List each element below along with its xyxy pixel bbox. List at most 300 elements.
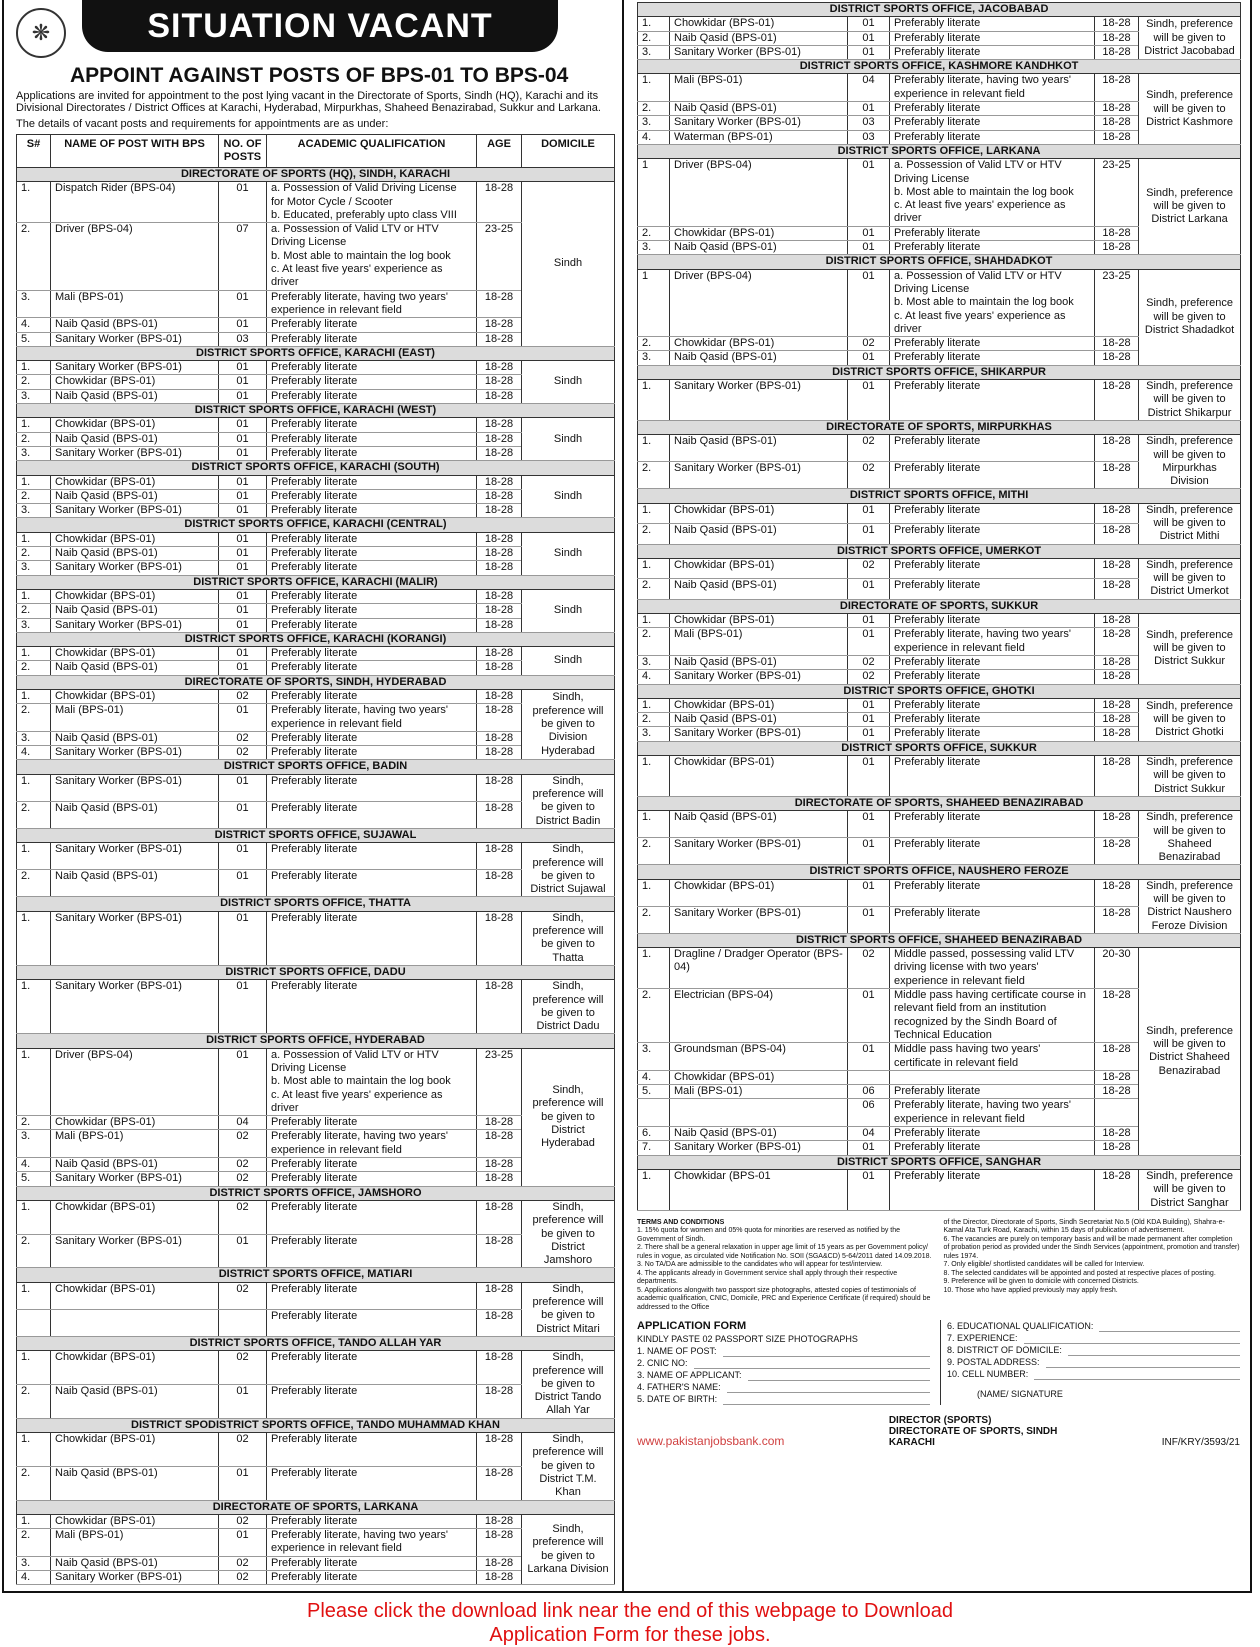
age-limit: 18-28 — [477, 389, 522, 403]
term-item: 10. Those who have applied previously may apply fresh. — [943, 1286, 1118, 1294]
age-limit: 18-28 — [1095, 1070, 1139, 1084]
serial-number: 5. — [638, 1085, 670, 1099]
qualification: a. Possession of Valid LTV or HTV Driving License b. Most able to maintain the log book c. At least five years' experience as driver — [890, 269, 1095, 336]
form-field-blank[interactable] — [723, 1393, 930, 1405]
number-of-posts: 01 — [848, 159, 890, 226]
number-of-posts: 01 — [219, 561, 267, 575]
qualification: Preferably literate — [267, 1556, 477, 1570]
post-name: Chowkidar (BPS-01) — [670, 698, 848, 712]
serial-number: 4. — [17, 1158, 51, 1172]
serial-number: 1. — [17, 911, 51, 965]
section-header — [638, 796, 1241, 810]
age-limit: 18-28 — [477, 843, 522, 870]
age-limit: 18-28 — [477, 647, 522, 661]
serial-number: 3. — [17, 389, 51, 403]
post-name: Sanitary Worker (BPS-01) — [51, 332, 219, 346]
number-of-posts: 02 — [848, 462, 890, 489]
serial-number: 2. — [638, 838, 670, 865]
form-field-blank[interactable] — [1068, 1344, 1240, 1356]
post-name: Naib Qasid (BPS-01) — [670, 655, 848, 669]
section-header — [17, 1500, 615, 1514]
serial-number: 3. — [17, 1130, 51, 1158]
age-limit: 18-28 — [1095, 503, 1139, 523]
number-of-posts: 01 — [219, 547, 267, 561]
section-title: DIRECTORATE OF SPORTS (HQ), SINDH, KARACHI — [17, 168, 615, 182]
post-name: Driver (BPS-04) — [670, 269, 848, 336]
post-name: Chowkidar (BPS-01) — [51, 375, 219, 389]
qualification: Preferably literate — [267, 746, 477, 760]
serial-number: 3. — [638, 351, 670, 365]
qualification: Preferably literate — [890, 906, 1095, 933]
number-of-posts: 01 — [848, 713, 890, 727]
age-limit: 18-28 — [1095, 337, 1139, 351]
column-header: ACADEMIC QUALIFICATION — [267, 135, 477, 168]
number-of-posts: 07 — [219, 223, 267, 290]
age-limit: 18-28 — [477, 532, 522, 546]
serial-number: 1. — [17, 774, 51, 801]
number-of-posts: 02 — [848, 948, 890, 989]
domicile: Sindh, preference will be given to District Umerkot — [1139, 558, 1241, 599]
application-form-title: APPLICATION FORM — [637, 1320, 747, 1333]
serial-number: 3. — [17, 290, 51, 318]
form-field-blank[interactable] — [694, 1357, 930, 1369]
application-form — [637, 1320, 1240, 1405]
signatory-city: KARACHI — [888, 1437, 935, 1449]
serial-number: 2. — [638, 337, 670, 351]
ad-bottom — [637, 1415, 1240, 1448]
qualification: Preferably literate — [890, 116, 1095, 130]
number-of-posts: 01 — [848, 879, 890, 906]
number-of-posts: 01 — [219, 489, 267, 503]
qualification: Preferably literate — [267, 561, 477, 575]
qualification: Preferably literate — [267, 432, 477, 446]
section-header — [17, 1268, 615, 1282]
section-title: DISTRICT SPORTS OFFICE, MITHI — [638, 489, 1241, 503]
qualification: Preferably literate — [890, 102, 1095, 116]
table-row — [638, 698, 1241, 712]
term-item: 1. 15% quota for women and 05% quota for minorities are reserved as notified by the Government of Sindh. — [637, 1227, 901, 1243]
qualification: Preferably literate, having two years' experience in relevant field — [890, 1099, 1095, 1127]
column-header: S# — [17, 135, 51, 168]
form-field-blank[interactable] — [727, 1381, 930, 1393]
serial-number: 1. — [17, 647, 51, 661]
domicile: Sindh, preference will be given to District Sujawal — [522, 843, 615, 897]
age-limit: 18-28 — [477, 870, 522, 897]
post-name: Naib Qasid (BPS-01) — [51, 547, 219, 561]
age-limit: 18-28 — [477, 746, 522, 760]
age-limit: 18-28 — [1095, 45, 1139, 59]
qualification: Preferably literate — [267, 418, 477, 432]
post-name: Naib Qasid (BPS-01) — [670, 1127, 848, 1141]
qualification: Middle passed, possessing valid LTV driving license with two years' experience in relevant field — [890, 948, 1095, 989]
form-field-blank[interactable] — [1024, 1332, 1240, 1344]
serial-number: 6. — [638, 1127, 670, 1141]
number-of-posts: 01 — [219, 361, 267, 375]
section-title: DISTRICT SPORTS OFFICE, SHAHEED BENAZIRABAD — [638, 933, 1241, 947]
post-name: Naib Qasid (BPS-01) — [670, 435, 848, 462]
post-name: Groundsman (BPS-04) — [670, 1043, 848, 1071]
form-field-blank[interactable] — [723, 1345, 930, 1357]
serial-number: 1. — [17, 980, 51, 1034]
qualification: Preferably literate — [890, 1127, 1095, 1141]
age-limit: 18-28 — [477, 290, 522, 318]
domicile: Sindh, preference will be given to Shaheed Benazirabad — [1139, 811, 1241, 865]
table-row — [17, 532, 615, 546]
qualification: Preferably literate — [267, 375, 477, 389]
form-field — [637, 1345, 930, 1357]
section-header — [638, 420, 1241, 434]
age-limit: 18-28 — [477, 504, 522, 518]
post-name: Chowkidar (BPS-01) — [670, 756, 848, 797]
age-limit: 18-28 — [1095, 756, 1139, 797]
qualification: Preferably literate — [267, 318, 477, 332]
number-of-posts: 01 — [848, 811, 890, 838]
term-item: 9. Preference will be given to domicile with concerned Districts. — [943, 1278, 1139, 1286]
serial-number: 1. — [638, 503, 670, 523]
post-name: Naib Qasid (BPS-01) — [51, 604, 219, 618]
form-field-blank[interactable] — [1099, 1320, 1240, 1332]
table-row — [638, 503, 1241, 523]
form-field-blank[interactable] — [1034, 1368, 1240, 1380]
post-name: Sanitary Worker (BPS-01) — [51, 1172, 219, 1186]
table-row — [17, 980, 615, 1034]
post-name: Chowkidar (BPS-01) — [51, 1351, 219, 1385]
watermark: www.pakistanjobsbank.com — [637, 1434, 785, 1449]
number-of-posts: 01 — [848, 45, 890, 59]
serial-number: 2. — [17, 223, 51, 290]
post-name: Sanitary Worker (BPS-01) — [670, 906, 848, 933]
qualification: Preferably literate — [890, 45, 1095, 59]
serial-number: 1. — [638, 558, 670, 578]
section-title: DIRECTORATE OF SPORTS, SHAHEED BENAZIRABAD — [638, 796, 1241, 810]
domicile: Sindh, preference will be given to District T.M. Khan — [522, 1433, 615, 1500]
form-field-blank[interactable] — [748, 1369, 930, 1381]
serial-number: 1. — [638, 1169, 670, 1210]
table-row — [638, 159, 1241, 226]
table-row — [17, 1433, 615, 1467]
serial-number — [638, 1099, 670, 1127]
post-name: Sanitary Worker (BPS-01) — [51, 843, 219, 870]
number-of-posts: 01 — [219, 1234, 267, 1268]
age-limit: 18-28 — [477, 375, 522, 389]
serial-number: 1. — [17, 1351, 51, 1385]
serial-number: 2. — [638, 628, 670, 656]
section-title: DISTRICT SPORTS OFFICE, SUKKUR — [638, 741, 1241, 755]
serial-number: 3. — [17, 504, 51, 518]
number-of-posts: 01 — [219, 475, 267, 489]
number-of-posts: 01 — [219, 911, 267, 965]
section-header — [17, 518, 615, 532]
section-title: DISTRICT SPORTS OFFICE, NAUSHERO FEROZE — [638, 865, 1241, 879]
number-of-posts: 02 — [848, 435, 890, 462]
government-seal-logo: ❋ — [16, 8, 66, 58]
domicile: Sindh, preference will be given to District Sukkur — [1139, 614, 1241, 684]
age-limit: 18-28 — [1095, 906, 1139, 933]
domicile: Sindh, preference will be given to District Ghotki — [1139, 698, 1241, 741]
qualification: Preferably literate — [890, 811, 1095, 838]
form-field-blank[interactable] — [1046, 1356, 1240, 1368]
number-of-posts: 02 — [219, 1158, 267, 1172]
domicile: Sindh, preference will be given to Larkana Division — [522, 1514, 615, 1584]
age-limit: 18-28 — [477, 1172, 522, 1186]
post-name: Chowkidar (BPS-01) — [670, 337, 848, 351]
form-field-label: 8. DISTRICT OF DOMICILE: — [947, 1345, 1062, 1356]
post-name: Chowkidar (BPS-01) — [51, 647, 219, 661]
serial-number: 1. — [638, 380, 670, 421]
age-limit: 18-28 — [477, 1556, 522, 1570]
serial-number: 1. — [17, 182, 51, 223]
qualification: Preferably literate — [890, 1141, 1095, 1155]
post-name: Naib Qasid (BPS-01) — [670, 351, 848, 365]
post-name: Naib Qasid (BPS-01) — [51, 1384, 219, 1418]
table-row — [17, 1351, 615, 1385]
table-row — [17, 589, 615, 603]
term-item: of the Director, Directorate of Sports, Sindh Secretariat No.5 (Old KDA Building), Shahra-e-Kamal Ata Turk Road, Karachi, within 15 days of publication of advertisement. — [943, 1218, 1225, 1235]
serial-number: 1 — [638, 269, 670, 336]
serial-number: 3. — [638, 45, 670, 59]
age-limit: 18-28 — [477, 318, 522, 332]
number-of-posts: 02 — [219, 1130, 267, 1158]
post-name: Naib Qasid (BPS-01) — [670, 31, 848, 45]
post-name: Naib Qasid (BPS-01) — [670, 579, 848, 599]
table-row — [638, 435, 1241, 462]
vacancy-table — [16, 134, 615, 1585]
table-row — [17, 647, 615, 661]
post-name: Chowkidar (BPS-01) — [51, 475, 219, 489]
age-limit: 18-28 — [1095, 698, 1139, 712]
post-name: Mali (BPS-01) — [51, 290, 219, 318]
qualification — [890, 1070, 1095, 1084]
table-row — [17, 182, 615, 223]
section-title: DISTRICT SPORTS OFFICE, SANGHAR — [638, 1155, 1241, 1169]
age-limit: 18-28 — [477, 1570, 522, 1584]
qualification: Preferably literate — [890, 655, 1095, 669]
qualification: Preferably literate — [890, 435, 1095, 462]
serial-number: 4. — [17, 1570, 51, 1584]
column-header: NAME OF POST WITH BPS — [51, 135, 219, 168]
number-of-posts: 01 — [848, 1169, 890, 1210]
download-notice[interactable] — [0, 1593, 1260, 1647]
age-limit: 23-25 — [477, 1048, 522, 1115]
table-row — [638, 811, 1241, 838]
age-limit: 18-28 — [477, 1384, 522, 1418]
post-name: Chowkidar (BPS-01) — [51, 418, 219, 432]
post-name: Naib Qasid (BPS-01) — [51, 870, 219, 897]
signature-line: (NAME/ SIGNATURE — [977, 1389, 1063, 1400]
number-of-posts: 02 — [219, 746, 267, 760]
download-notice-line2: Application Form for these jobs. — [489, 1624, 771, 1647]
qualification: Preferably literate — [890, 17, 1095, 31]
number-of-posts — [848, 1070, 890, 1084]
post-name: Chowkidar (BPS-01) — [51, 532, 219, 546]
age-limit: 18-28 — [477, 689, 522, 703]
section-title: DIRECTORATE OF SPORTS, SINDH, HYDERABAD — [17, 675, 615, 689]
age-limit: 18-28 — [477, 332, 522, 346]
age-limit: 18-28 — [477, 1116, 522, 1130]
qualification: Preferably literate — [267, 604, 477, 618]
post-name: Chowkidar (BPS-01) — [51, 1116, 219, 1130]
table-row — [638, 558, 1241, 578]
number-of-posts: 02 — [219, 1514, 267, 1528]
qualification: Preferably literate — [267, 843, 477, 870]
age-limit: 18-28 — [477, 432, 522, 446]
qualification: Preferably literate — [267, 1172, 477, 1186]
post-name: Sanitary Worker (BPS-01) — [51, 446, 219, 460]
post-name: Naib Qasid (BPS-01) — [670, 811, 848, 838]
number-of-posts: 01 — [219, 504, 267, 518]
number-of-posts: 02 — [219, 1556, 267, 1570]
age-limit: 18-28 — [477, 1158, 522, 1172]
number-of-posts: 01 — [219, 618, 267, 632]
serial-number: 1. — [17, 532, 51, 546]
serial-number: 4. — [638, 1070, 670, 1084]
qualification: Preferably literate — [267, 1234, 477, 1268]
post-name: Naib Qasid (BPS-01) — [51, 1556, 219, 1570]
table-row — [17, 774, 615, 801]
qualification: Preferably literate, having two years' experience in relevant field — [267, 290, 477, 318]
post-name: Sanitary Worker (BPS-01) — [670, 380, 848, 421]
section-title: DISTRICT SPORTS OFFICE, JAMSHORO — [17, 1186, 615, 1200]
terms-heading: TERMS AND CONDITIONS — [637, 1218, 725, 1226]
serial-number: 1. — [638, 17, 670, 31]
section-title: DISTRICT SPORTS OFFICE, KARACHI (CENTRAL) — [17, 518, 615, 532]
serial-number: 1. — [17, 418, 51, 432]
age-limit: 18-28 — [1095, 1085, 1139, 1099]
post-name: Sanitary Worker (BPS-01) — [51, 561, 219, 575]
qualification: Preferably literate — [890, 727, 1095, 741]
post-name: Naib Qasid (BPS-01) — [51, 318, 219, 332]
section-header — [638, 3, 1241, 17]
age-limit: 18-28 — [477, 618, 522, 632]
form-field — [947, 1332, 1240, 1344]
post-name: Chowkidar (BPS-01) — [51, 689, 219, 703]
number-of-posts: 04 — [848, 1127, 890, 1141]
number-of-posts: 01 — [219, 182, 267, 223]
age-limit: 18-28 — [477, 604, 522, 618]
qualification: Preferably literate, having two years' experience in relevant field — [890, 628, 1095, 656]
form-field — [637, 1357, 930, 1369]
section-header — [17, 575, 615, 589]
term-item: 6. The vacancies are purely on temporary basis and will be made permanent after completion of probation period as provided under the Sindh Services (appointment, promotion and transfer) rules 1974. — [943, 1235, 1240, 1260]
age-limit: 18-28 — [477, 1130, 522, 1158]
table-row — [17, 1514, 615, 1528]
qualification: Preferably literate — [267, 361, 477, 375]
number-of-posts: 01 — [219, 418, 267, 432]
section-title: DISTRICT SPORTS OFFICE, SHIKARPUR — [638, 365, 1241, 379]
form-field-label: 4. FATHER'S NAME: — [637, 1382, 721, 1393]
qualification: Preferably literate — [890, 462, 1095, 489]
age-limit: 23-25 — [1095, 159, 1139, 226]
serial-number: 2. — [17, 432, 51, 446]
domicile: Sindh, preference will be given to Mirpurkhas Division — [1139, 435, 1241, 489]
age-limit: 18-28 — [1095, 351, 1139, 365]
age-limit: 18-28 — [477, 361, 522, 375]
age-limit: 18-28 — [1095, 462, 1139, 489]
number-of-posts: 02 — [848, 655, 890, 669]
post-name: Sanitary Worker (BPS-01) — [51, 361, 219, 375]
qualification: Preferably literate — [890, 503, 1095, 523]
details-text: The details of vacant posts and requirements for appointments are as under: — [16, 118, 389, 130]
serial-number: 2. — [17, 1116, 51, 1130]
qualification: Preferably literate — [890, 130, 1095, 144]
qualification: Preferably literate — [267, 1158, 477, 1172]
table-row — [17, 1200, 615, 1234]
number-of-posts: 02 — [848, 670, 890, 684]
qualification: Preferably literate — [267, 870, 477, 897]
age-limit: 18-28 — [1095, 116, 1139, 130]
number-of-posts: 01 — [848, 727, 890, 741]
serial-number: 1. — [17, 1048, 51, 1115]
post-name — [670, 1099, 848, 1127]
number-of-posts: 01 — [219, 1048, 267, 1115]
number-of-posts: 01 — [848, 698, 890, 712]
serial-number: 2. — [17, 801, 51, 828]
number-of-posts: 01 — [848, 614, 890, 628]
section-header — [17, 1418, 615, 1432]
post-name: Sanitary Worker (BPS-01) — [51, 980, 219, 1034]
domicile: Sindh — [522, 532, 615, 575]
number-of-posts: 01 — [848, 226, 890, 240]
form-field — [947, 1368, 1240, 1380]
age-limit: 18-28 — [477, 1309, 522, 1336]
domicile: Sindh, preference will be given to District Shadadkot — [1139, 269, 1241, 365]
post-name: Naib Qasid (BPS-01) — [670, 524, 848, 544]
age-limit: 23-25 — [477, 223, 522, 290]
serial-number: 2. — [17, 547, 51, 561]
qualification: Preferably literate — [890, 838, 1095, 865]
serial-number: 7. — [638, 1141, 670, 1155]
domicile: Sindh — [522, 418, 615, 461]
age-limit: 18-28 — [477, 561, 522, 575]
domicile: Sindh, preference will be given to District Kashmore — [1139, 74, 1241, 144]
signatory-title: DIRECTOR (SPORTS) — [888, 1415, 992, 1427]
table-row — [638, 879, 1241, 906]
domicile: Sindh, preference will be given to District Hyderabad — [522, 1048, 615, 1186]
age-limit: 18-28 — [477, 801, 522, 828]
domicile: Sindh, preference will be given to District Naushero Feroze Division — [1139, 879, 1241, 933]
section-header — [17, 675, 615, 689]
number-of-posts: 01 — [219, 375, 267, 389]
age-limit: 18-28 — [1095, 614, 1139, 628]
form-field-label: 3. NAME OF APPLICANT: — [637, 1370, 742, 1381]
age-limit: 18-28 — [1095, 670, 1139, 684]
age-limit: 18-28 — [1095, 102, 1139, 116]
serial-number: 1. — [17, 361, 51, 375]
section-title: DISTRICT SPORTS OFFICE, MATIARI — [17, 1268, 615, 1282]
number-of-posts: 01 — [848, 102, 890, 116]
age-limit: 18-28 — [477, 1234, 522, 1268]
age-limit: 18-28 — [477, 547, 522, 561]
qualification: Preferably literate — [890, 713, 1095, 727]
number-of-posts: 01 — [848, 838, 890, 865]
age-limit: 18-28 — [477, 911, 522, 965]
qualification: Preferably literate — [890, 1169, 1095, 1210]
serial-number: 1. — [638, 879, 670, 906]
section-header — [638, 255, 1241, 269]
qualification: Preferably literate — [890, 614, 1095, 628]
form-field — [637, 1381, 930, 1393]
term-item: 2. There shall be a general relaxation in upper age limit of 15 years as per Government policy/ rules in vogue, as circulated vide Notification No. SOII (SGA&CD) 5-64/2011 dated 14.09.2018. — [637, 1244, 932, 1260]
post-name: Chowkidar (BPS-01 — [670, 1169, 848, 1210]
number-of-posts: 02 — [219, 1351, 267, 1385]
number-of-posts: 01 — [219, 1384, 267, 1418]
post-name: Sanitary Worker (BPS-01) — [670, 727, 848, 741]
qualification: Preferably literate — [890, 241, 1095, 255]
section-title: DIRECTORATE OF SPORTS, SUKKUR — [638, 599, 1241, 613]
age-limit: 18-28 — [477, 446, 522, 460]
number-of-posts: 01 — [219, 980, 267, 1034]
serial-number: 2. — [17, 870, 51, 897]
